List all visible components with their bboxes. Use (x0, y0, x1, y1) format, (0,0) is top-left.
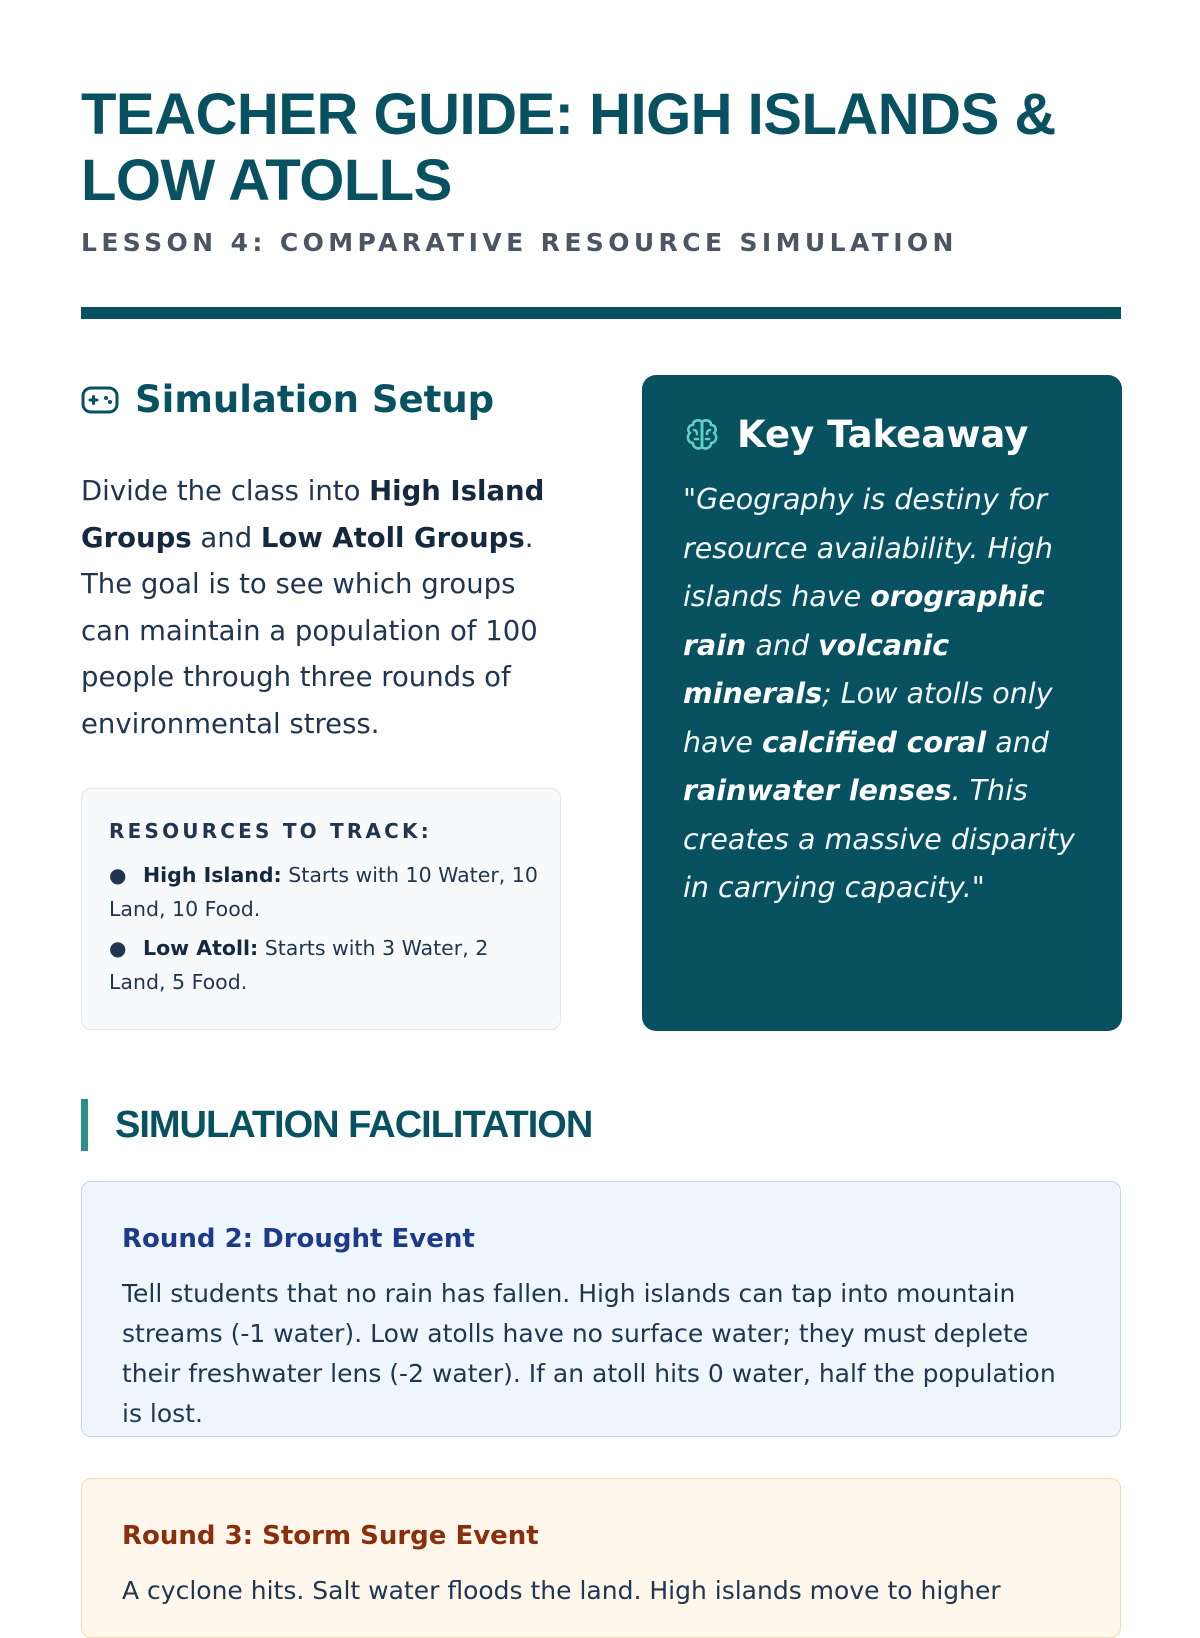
high-island-groups: High Island Groups (81, 475, 545, 554)
round-3-card (81, 1478, 1121, 1638)
header-divider (81, 307, 1121, 319)
setup-heading (81, 378, 494, 421)
bullet-icon: ● (109, 936, 127, 960)
round-title: Round 2: Drought Event (122, 1224, 475, 1254)
setup-text-part: Divide the class into (81, 475, 370, 507)
page-title: TEACHER GUIDE: HIGH ISLANDS & LOW ATOLLS (81, 82, 1056, 213)
facilitation-heading (81, 1099, 592, 1151)
list-item (109, 859, 540, 926)
quote-emphasis: rainwater lenses (683, 774, 952, 807)
resource-label: High Island: (143, 863, 282, 887)
setup-paragraph (81, 468, 561, 747)
round-text: A cyclone hits. Salt water floods the land. High islands move to higher (122, 1576, 1001, 1605)
list-item (109, 932, 540, 999)
setup-title: Simulation Setup (135, 378, 495, 421)
low-atoll-groups: Low Atoll Groups (260, 521, 525, 554)
setup-text-part: The goal is to see which groups can maintain a population of 100 people through three rounds of environmental stress. (81, 568, 538, 740)
quote-part: . This creates a massive disparity in carrying capacity." (683, 774, 1075, 904)
quote-part: and (746, 628, 819, 662)
quote-emphasis: calcified coral (762, 725, 987, 759)
quote-part: ; Low atolls only have (683, 677, 1053, 759)
round-2-card (81, 1181, 1121, 1437)
page-subtitle: LESSON 4: COMPARATIVE RESOURCE SIMULATION (81, 228, 958, 257)
round-text: Tell students that no rain has fallen. High islands can tap into mountain streams (-1 water). Low atolls have no surface water; they must deplete their freshwater lens (-2 water). If an atoll hits 0 water, half the population is lost. (122, 1279, 1056, 1428)
takeaway-title: Key Takeaway (737, 413, 1029, 456)
bullet-icon: ● (109, 863, 127, 887)
takeaway-quote (683, 476, 1092, 913)
resource-label: Low Atoll: (143, 936, 259, 960)
brain-icon (683, 416, 721, 454)
quote-part: and (986, 725, 1049, 759)
takeaway-heading (683, 413, 1092, 456)
gamepad-icon (81, 385, 119, 415)
quote-emphasis: orographic rain (683, 580, 1045, 662)
resources-box (81, 788, 561, 1030)
setup-text-part: . (524, 521, 534, 554)
resources-title: RESOURCES TO TRACK: (109, 819, 432, 843)
key-takeaway-card (642, 375, 1122, 1031)
resource-text: Starts with 3 Water, 2 Land, 5 Food. (109, 936, 489, 994)
facilitation-title: SIMULATION FACILITATION (115, 1103, 593, 1146)
quote-part: "Geography is destiny for resource availability. High islands have (683, 483, 1053, 613)
setup-text-part: and (191, 521, 261, 554)
quote-emphasis: volcanic minerals (683, 628, 950, 710)
round-title: Round 3: Storm Surge Event (122, 1521, 539, 1551)
section-accent-bar (81, 1099, 88, 1151)
resource-text: Starts with 10 Water, 10 Land, 10 Food. (109, 863, 538, 921)
